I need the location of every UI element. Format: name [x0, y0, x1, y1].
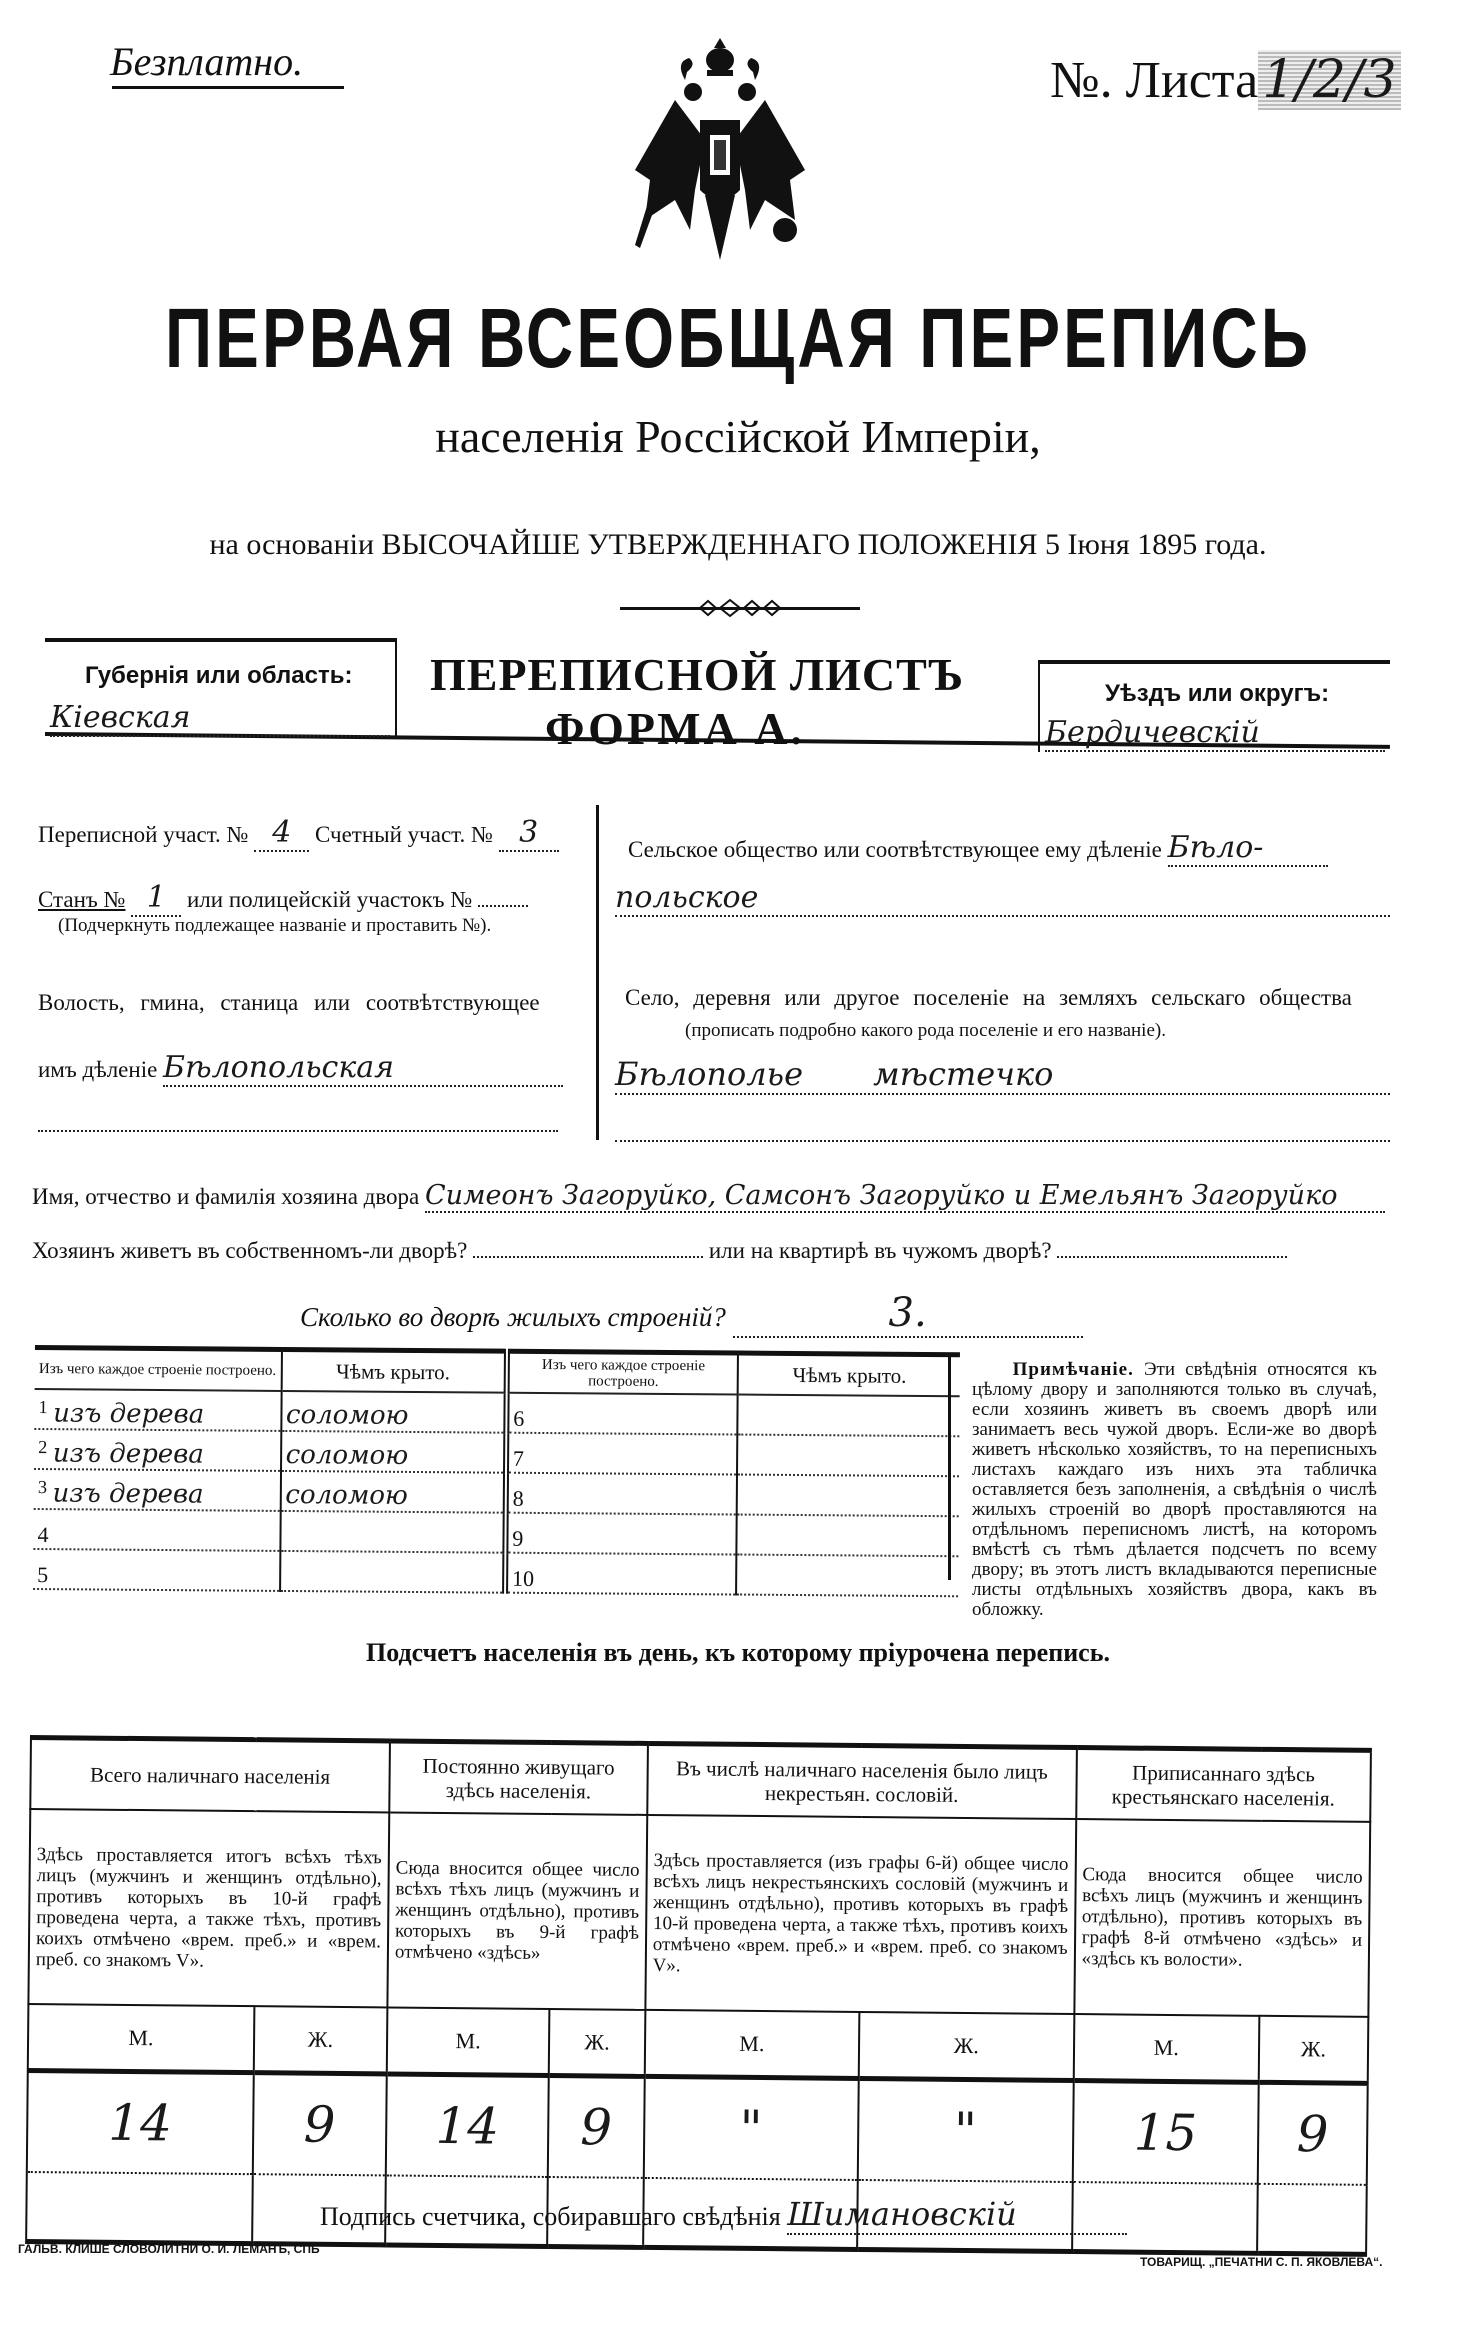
section-divider — [596, 805, 599, 1140]
police-area-field[interactable] — [478, 905, 528, 907]
sheet-number-label: №. Листа — [1050, 52, 1259, 109]
col-header-roof: Чѣмъ крыто. — [281, 1349, 507, 1392]
owner-row — [32, 1180, 1385, 1213]
roof-cell[interactable] — [737, 1475, 959, 1517]
community-field-2[interactable]: польское — [615, 880, 1390, 917]
row-number: 6 — [513, 1405, 525, 1431]
stan-field[interactable]: 1 — [131, 880, 181, 917]
signature-label: Подпись счетчика, собиравшаго свѣдѣнія — [320, 2202, 781, 2231]
community-label: Сельское общество или соотвѣтствующее ему дѣленіе — [628, 837, 1162, 862]
row-number: 3 — [37, 1476, 48, 1497]
group-header: Приписаннаго здѣсь крестьянскаго населенія. — [1076, 1748, 1371, 1822]
col-header-material: Изъ чего каждое строеніе построено. — [35, 1347, 282, 1390]
group-header: Постоянно живущаго здѣсь населенія. — [389, 1741, 648, 1815]
permanent-female[interactable]: 9 — [548, 2075, 645, 2177]
volost-field[interactable]: Бѣлопольская — [163, 1050, 563, 1087]
buildings-table — [33, 1345, 960, 1597]
uezd-label: Уѣздъ или округъ: — [1105, 680, 1330, 707]
non-peasant-female[interactable]: " — [858, 2078, 1074, 2182]
stan-label: Станъ № — [38, 887, 126, 912]
printer-credit-right: ТОВАРИЩ. „ПЕЧАТНИ С. П. ЯКОВЛЕВА“. — [1140, 2255, 1383, 2269]
female-column-label: Ж. — [549, 2009, 645, 2076]
male-column-label: М. — [1073, 2014, 1259, 2082]
group-header: Всего наличнаго населенія — [30, 1738, 390, 1813]
count-area-field[interactable]: 3 — [499, 815, 559, 852]
sheet-number-value: 1/2/3 — [1258, 50, 1400, 110]
free-of-charge-label: Безплатно. — [110, 39, 304, 84]
male-column-label: М. — [387, 2007, 550, 2075]
row-number: 9 — [512, 1525, 524, 1551]
count-area-label: Счетный участ. № — [314, 822, 493, 847]
rent-label: или на квартирѣ въ чужомъ дворѣ? — [708, 1238, 1052, 1263]
community-field-1[interactable]: Бѣло- — [1168, 830, 1328, 867]
form-label: ФОРМА А. — [545, 703, 805, 754]
note-text: Эти свѣдѣнія относятся къ цѣлому двору и заполняются только въ случаѣ, если хозяинъ живетъ въ своемъ дворѣ или занимаетъ весь чужой дворъ. Если-же во дворѣ живетъ нѣсколько хозяйствъ, то на переписныхъ листахъ каждаго изъ нихъ эта табличка оставляется безъ заполненія, а свѣдѣнія о числѣ жилыхъ строеній во дворѣ проставляются на отдѣльномъ переписномъ листѣ, на которомъ вмѣстѣ съ тѣмъ дѣлается подсчетъ по всему двору; въ этотъ листъ вкладываются переписные листы отдѣльныхъ хозяйствъ двора, какъ въ обложку. — [972, 1359, 1377, 1620]
roof-cell[interactable] — [280, 1511, 506, 1553]
roof-cell[interactable] — [738, 1395, 960, 1437]
male-column-label: М. — [645, 2010, 860, 2079]
village-label: Село, деревня или другое поселеніе на земляхъ сельскаго общества — [625, 985, 1352, 1010]
underline-instruction: (Подчеркнуть подлежащее названіе и проставить №). — [58, 915, 492, 936]
population-count-title: Подсчетъ населенія въ день, къ которому пріурочена перепись. — [366, 1638, 1110, 1667]
volost-row — [38, 1050, 563, 1087]
note-title: Примѣчаніе. — [1012, 1359, 1134, 1380]
owner-field[interactable]: Симеонъ Загоруйко, Самсонъ Загоруйко и Емельянъ Загоруйко — [425, 1180, 1385, 1213]
row-number: 2 — [38, 1436, 48, 1457]
row-number: 1 — [38, 1396, 48, 1417]
material-cell[interactable]: изъ дерева — [52, 1478, 204, 1510]
female-column-label: Ж. — [859, 2012, 1075, 2081]
yard-row — [32, 1238, 1287, 1264]
note-divider — [948, 1355, 951, 1580]
group-header: Въ числѣ наличнаго населенія было лицъ некрестьян. сословій. — [647, 1743, 1077, 1819]
col-header-roof: Чѣмъ крыто. — [738, 1353, 960, 1396]
band-divider — [1038, 660, 1040, 752]
female-column-label: Ж. — [1258, 2016, 1368, 2084]
free-label-underline — [112, 86, 344, 89]
own-yard-field[interactable] — [473, 1256, 703, 1258]
rent-field[interactable] — [1057, 1256, 1287, 1258]
roof-cell[interactable] — [737, 1435, 959, 1477]
female-column-label: Ж. — [253, 2006, 387, 2074]
band-rule — [45, 638, 395, 642]
group-description: Сюда вносится общее число всѣхъ лицъ (мужчинъ и женщинъ отдѣльно), противъ которыхъ въ графѣ 8-й отмѣчено «здѣсь» и «здѣсь къ волости». — [1074, 1819, 1370, 2017]
roof-cell[interactable] — [736, 1555, 958, 1597]
population-totals-table — [25, 1735, 1372, 2257]
group-description: Сюда вносится общее число всѣхъ тѣхъ лицъ (мужчинъ и женщинъ отдѣльно), противъ которыхъ въ 9-й графѣ отмѣчено «здѣсь» — [387, 1812, 647, 2009]
total-present-male[interactable]: 14 — [27, 2070, 254, 2174]
owner-label: Имя, отчество и фамилія хозяина двора — [32, 1184, 420, 1209]
census-area-field[interactable]: 4 — [254, 815, 309, 852]
buildings-count-row — [300, 1290, 1083, 1338]
census-area-row — [38, 815, 559, 852]
non-peasant-male[interactable]: " — [644, 2076, 859, 2180]
total-present-female[interactable]: 9 — [253, 2073, 387, 2176]
village-field[interactable]: Бѣлополье мѣстечко — [615, 1055, 1390, 1095]
gubernia-label: Губернія или область: — [85, 662, 353, 689]
row-number: 10 — [511, 1565, 535, 1591]
roof-cell[interactable] — [280, 1551, 506, 1593]
signature-field[interactable]: Шимановскій — [787, 2195, 1127, 2235]
buildings-count-label: Сколько во дворѣ жилыхъ строеній? — [300, 1302, 726, 1332]
row-number: 7 — [512, 1445, 525, 1471]
signature-row — [320, 2195, 1127, 2235]
male-column-label: М. — [28, 2004, 254, 2073]
table-row — [33, 1549, 958, 1596]
decree-line: на основаніи ВЫСОЧАЙШЕ УТВЕРЖДЕННАГО ПОЛОЖЕНІЯ 5 Іюня 1895 года. — [209, 528, 1267, 561]
village-instruction: (прописать подробно какого рода поселеніе и его названіе). — [685, 1020, 1166, 1041]
own-yard-label: Хозяинъ живетъ въ собственномъ-ли дворѣ? — [32, 1238, 468, 1263]
note-block — [972, 1360, 1377, 1620]
permanent-male[interactable]: 14 — [386, 2074, 549, 2177]
volost-extra-line[interactable] — [38, 1130, 558, 1132]
volost-label-2: имъ дѣленіе — [38, 1057, 158, 1082]
registered-peasant-male[interactable]: 15 — [1072, 2081, 1258, 2184]
material-cell[interactable]: изъ дерева — [53, 1398, 205, 1430]
blank-cell — [1257, 2184, 1367, 2255]
blank-cell — [26, 2172, 252, 2244]
sheet-title: ПЕРЕПИСНОЙ ЛИСТЪ — [430, 649, 965, 700]
row-number: 4 — [37, 1522, 49, 1548]
census-area-label: Переписной участ. № — [38, 822, 249, 847]
col-header-material: Изъ чего каждое строеніе построено. — [506, 1351, 738, 1394]
group-description: Здѣсь проставляется (изъ графы 6-й) общее число всѣхъ лицъ некрестьянскихъ сословій (мужчинъ и женщинъ отдѣльно), противъ которыхъ въ графѣ 10-й проведена черта, а также тѣхъ, противъ коихъ отмѣчено «врем. преб.» и «врем. преб. со знакомъ V». — [645, 1815, 1076, 2014]
document-subtitle: населенія Россійской Имперіи, — [435, 411, 1041, 462]
material-cell[interactable]: изъ дерева — [52, 1438, 204, 1470]
sheet-number — [1050, 50, 1401, 110]
gubernia-field[interactable]: Кіевская — [50, 700, 390, 737]
buildings-count-field[interactable]: 3. — [733, 1290, 1083, 1338]
community-row — [628, 830, 1328, 867]
village-extra-line[interactable] — [615, 1140, 1390, 1142]
roof-cell[interactable]: соломою — [285, 1399, 409, 1431]
band-divider — [395, 638, 397, 736]
roof-cell[interactable]: соломою — [285, 1439, 409, 1471]
row-number: 8 — [512, 1485, 524, 1511]
ornament-divider-icon — [620, 598, 860, 618]
stan-row — [38, 880, 528, 917]
police-area-label: или полицейскій участокъ № — [186, 887, 473, 912]
band-rule — [1040, 660, 1390, 664]
double-headed-eagle-emblem-icon — [615, 30, 825, 270]
registered-peasant-female[interactable]: 9 — [1257, 2082, 1367, 2185]
row-number: 5 — [37, 1562, 49, 1588]
volost-label: Волость, гмина, станица или соотвѣтствующее — [38, 990, 540, 1015]
group-description: Здѣсь проставляется итогъ всѣхъ тѣхъ лицъ (мужчинъ и женщинъ отдѣльно), противъ которыхъ въ 10-й графѣ проведена черта, а также тѣхъ, противъ коихъ отмѣчено «врем. преб.» и «врем. преб. со знакомъ V». — [28, 1809, 389, 2007]
roof-cell[interactable] — [737, 1515, 959, 1557]
printer-credit-left: ГАЛЬВ. КЛИШЕ СЛОВОЛИТНИ О. И. ЛЕМАНЪ, СПБ — [18, 2242, 320, 2256]
document-title: ПЕРВАЯ ВСЕОБЩАЯ ПЕРЕПИСЬ — [164, 291, 1312, 385]
roof-cell[interactable]: соломою — [285, 1479, 408, 1511]
uezd-field[interactable]: Бердичевскій — [1045, 715, 1385, 752]
